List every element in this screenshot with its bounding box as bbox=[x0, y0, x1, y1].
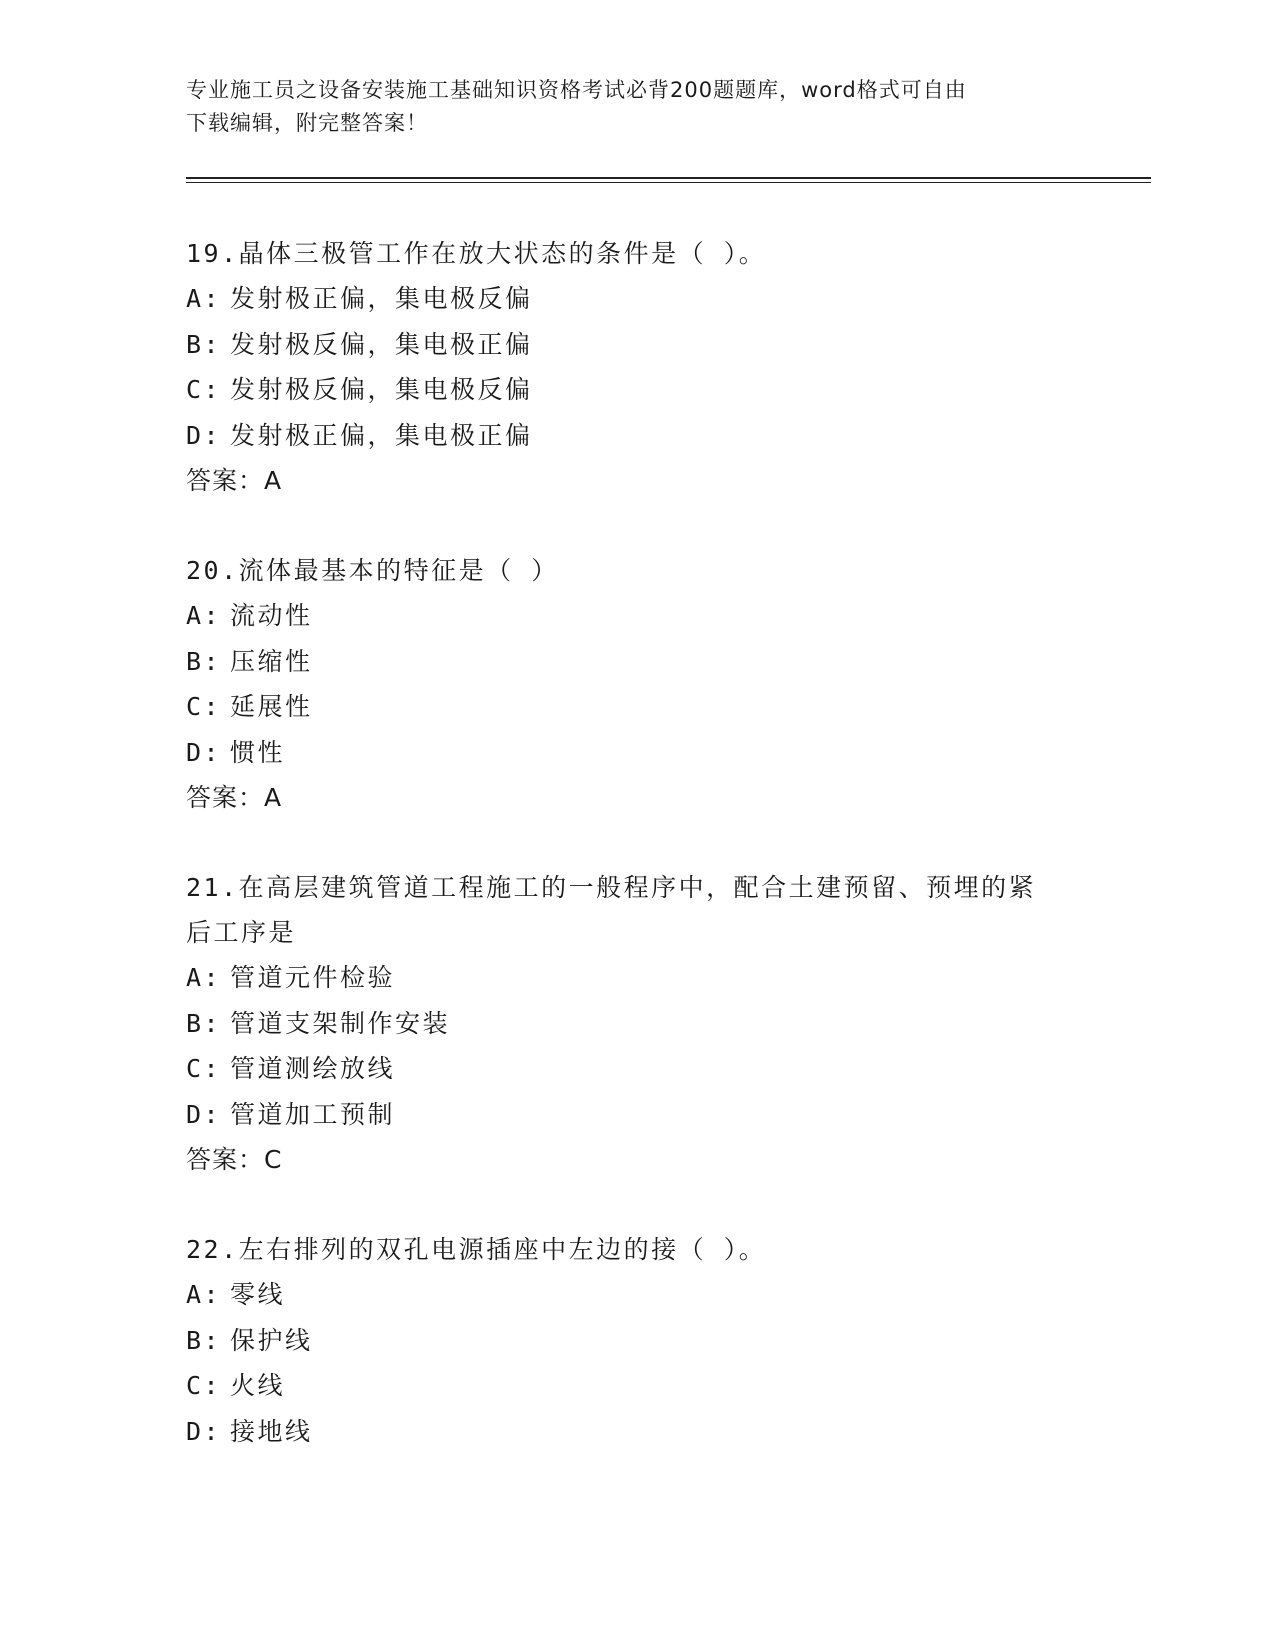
option-b bbox=[186, 1001, 1076, 1047]
option-a bbox=[186, 1272, 1076, 1318]
option-text: 管道支架制作安装 bbox=[230, 1008, 451, 1038]
question-stem: 21.在高层建筑管道工程施工的一般程序中，配合土建预留、预埋的紧 bbox=[186, 873, 1037, 902]
header-divider-thin bbox=[186, 182, 1151, 183]
answer-line: 答案：C bbox=[186, 1145, 283, 1174]
answer-line: 答案：A bbox=[186, 466, 283, 495]
option-d bbox=[186, 1409, 1076, 1455]
option-letter: B: bbox=[186, 646, 222, 676]
question-stem: 22.左右排列的双孔电源插座中左边的接（ ）。 bbox=[186, 1235, 767, 1264]
header-divider-thick bbox=[186, 177, 1151, 179]
option-text: 发射极反偏，集电极正偏 bbox=[230, 329, 533, 359]
question-stem: 20.流体最基本的特征是（ ） bbox=[186, 556, 559, 585]
option-letter: B: bbox=[186, 329, 222, 359]
option-letter: A: bbox=[186, 963, 222, 992]
header-line-2: 下载编辑，附完整答案！ bbox=[186, 111, 428, 135]
option-text: 管道元件检验 bbox=[230, 963, 396, 992]
page-header bbox=[186, 74, 1086, 140]
option-d bbox=[186, 730, 1076, 776]
question-20 bbox=[186, 548, 1076, 820]
option-text: 发射极正偏，集电极反偏 bbox=[230, 284, 533, 313]
option-text: 管道测绘放线 bbox=[230, 1054, 396, 1083]
option-text: 零线 bbox=[230, 1280, 286, 1309]
option-b bbox=[186, 1318, 1076, 1364]
question-stem-continued: 后工序是 bbox=[186, 918, 297, 947]
option-letter: C: bbox=[186, 692, 222, 721]
option-text: 惯性 bbox=[230, 737, 286, 767]
option-letter: B: bbox=[186, 1008, 222, 1038]
answer-line: 答案：A bbox=[186, 783, 283, 812]
option-c bbox=[186, 684, 1076, 730]
option-text: 压缩性 bbox=[230, 646, 313, 676]
option-letter: A: bbox=[186, 1280, 222, 1309]
option-text: 管道加工预制 bbox=[230, 1099, 396, 1129]
option-d bbox=[186, 1092, 1076, 1138]
option-c bbox=[186, 1363, 1076, 1409]
option-letter: D: bbox=[186, 1416, 222, 1446]
option-c bbox=[186, 367, 1076, 413]
option-b bbox=[186, 639, 1076, 685]
option-letter: D: bbox=[186, 420, 222, 450]
question-stem: 19.晶体三极管工作在放大状态的条件是（ ）。 bbox=[186, 239, 767, 268]
option-a bbox=[186, 955, 1076, 1001]
option-b bbox=[186, 322, 1076, 368]
option-letter: A: bbox=[186, 284, 222, 313]
option-text: 发射极正偏，集电极正偏 bbox=[230, 420, 533, 450]
option-a bbox=[186, 593, 1076, 639]
option-a bbox=[186, 276, 1076, 322]
option-letter: D: bbox=[186, 1099, 222, 1129]
question-21 bbox=[186, 865, 1076, 1182]
header-line-1: 专业施工员之设备安装施工基础知识资格考试必背200题题库，word格式可自由 bbox=[186, 78, 967, 102]
question-list bbox=[186, 231, 1076, 1499]
option-text: 发射极反偏，集电极反偏 bbox=[230, 375, 533, 404]
option-text: 接地线 bbox=[230, 1416, 313, 1446]
option-letter: C: bbox=[186, 375, 222, 404]
option-text: 流动性 bbox=[230, 601, 313, 630]
question-19 bbox=[186, 231, 1076, 503]
option-text: 火线 bbox=[230, 1371, 286, 1400]
option-text: 保护线 bbox=[230, 1325, 313, 1355]
option-letter: C: bbox=[186, 1371, 222, 1400]
option-letter: A: bbox=[186, 601, 222, 630]
option-letter: C: bbox=[186, 1054, 222, 1083]
option-letter: D: bbox=[186, 737, 222, 767]
option-c bbox=[186, 1046, 1076, 1092]
question-22 bbox=[186, 1227, 1076, 1454]
option-text: 延展性 bbox=[230, 692, 313, 721]
option-d bbox=[186, 413, 1076, 459]
option-letter: B: bbox=[186, 1325, 222, 1355]
